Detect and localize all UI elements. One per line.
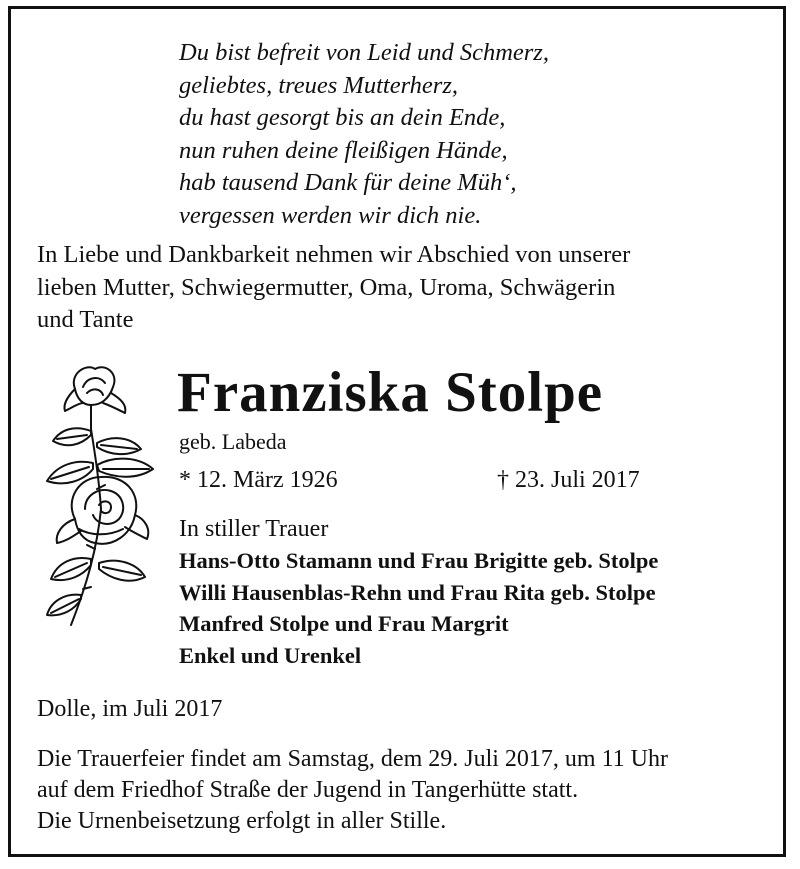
funeral-line: auf dem Friedhof Straße der Jugend in Tangerhütte statt. xyxy=(37,777,579,803)
mourning-label: In stiller Trauer xyxy=(179,516,329,542)
poem-line: Du bist befreit von Leid und Schmerz, xyxy=(179,39,549,66)
intro-line: lieben Mutter, Schwiegermutter, Oma, Uroma, Schwägerin xyxy=(37,273,616,301)
place-date: Dolle, im Juli 2017 xyxy=(37,696,223,722)
intro-line: und Tante xyxy=(37,306,134,333)
funeral-line: Die Urnenbeisetzung erfolgt in aller Stille. xyxy=(37,808,447,834)
mourner-entry: Manfred Stolpe und Frau Margrit xyxy=(179,611,509,636)
rose-icon xyxy=(35,359,163,629)
mourners-list xyxy=(179,545,658,671)
mourner-entry: Enkel und Urenkel xyxy=(179,642,362,668)
intro-text xyxy=(37,239,777,337)
birth-date: * 12. März 1926 xyxy=(179,467,338,493)
mourner-entry: Willi Hausenblas-Rehn und Frau Rita geb. Stolpe xyxy=(179,579,656,605)
birth-name: geb. Labeda xyxy=(179,429,287,454)
poem-line: vergessen werden wir dich nie. xyxy=(179,201,482,229)
mourner-entry: Hans-Otto Stamann und Frau Brigitte geb. Stolpe xyxy=(179,548,659,573)
poem-line: hab tausend Dank für deine Müh‘, xyxy=(179,169,517,196)
poem xyxy=(179,37,549,232)
obituary-notice xyxy=(8,6,786,857)
poem-line: geliebtes, treues Mutterherz, xyxy=(179,71,458,99)
poem-line: nun ruhen deine fleißigen Hände, xyxy=(179,136,508,164)
deceased-name: Franziska Stolpe xyxy=(177,361,604,424)
funeral-line: Die Trauerfeier findet am Samstag, dem 29. Juli 2017, um 11 Uhr xyxy=(37,746,669,772)
intro-line: In Liebe und Dankbarkeit nehmen wir Abschied von unserer xyxy=(37,241,631,268)
death-date: † 23. Juli 2017 xyxy=(497,467,640,493)
funeral-info xyxy=(37,744,668,837)
poem-line: du hast gesorgt bis an dein Ende, xyxy=(179,104,506,131)
